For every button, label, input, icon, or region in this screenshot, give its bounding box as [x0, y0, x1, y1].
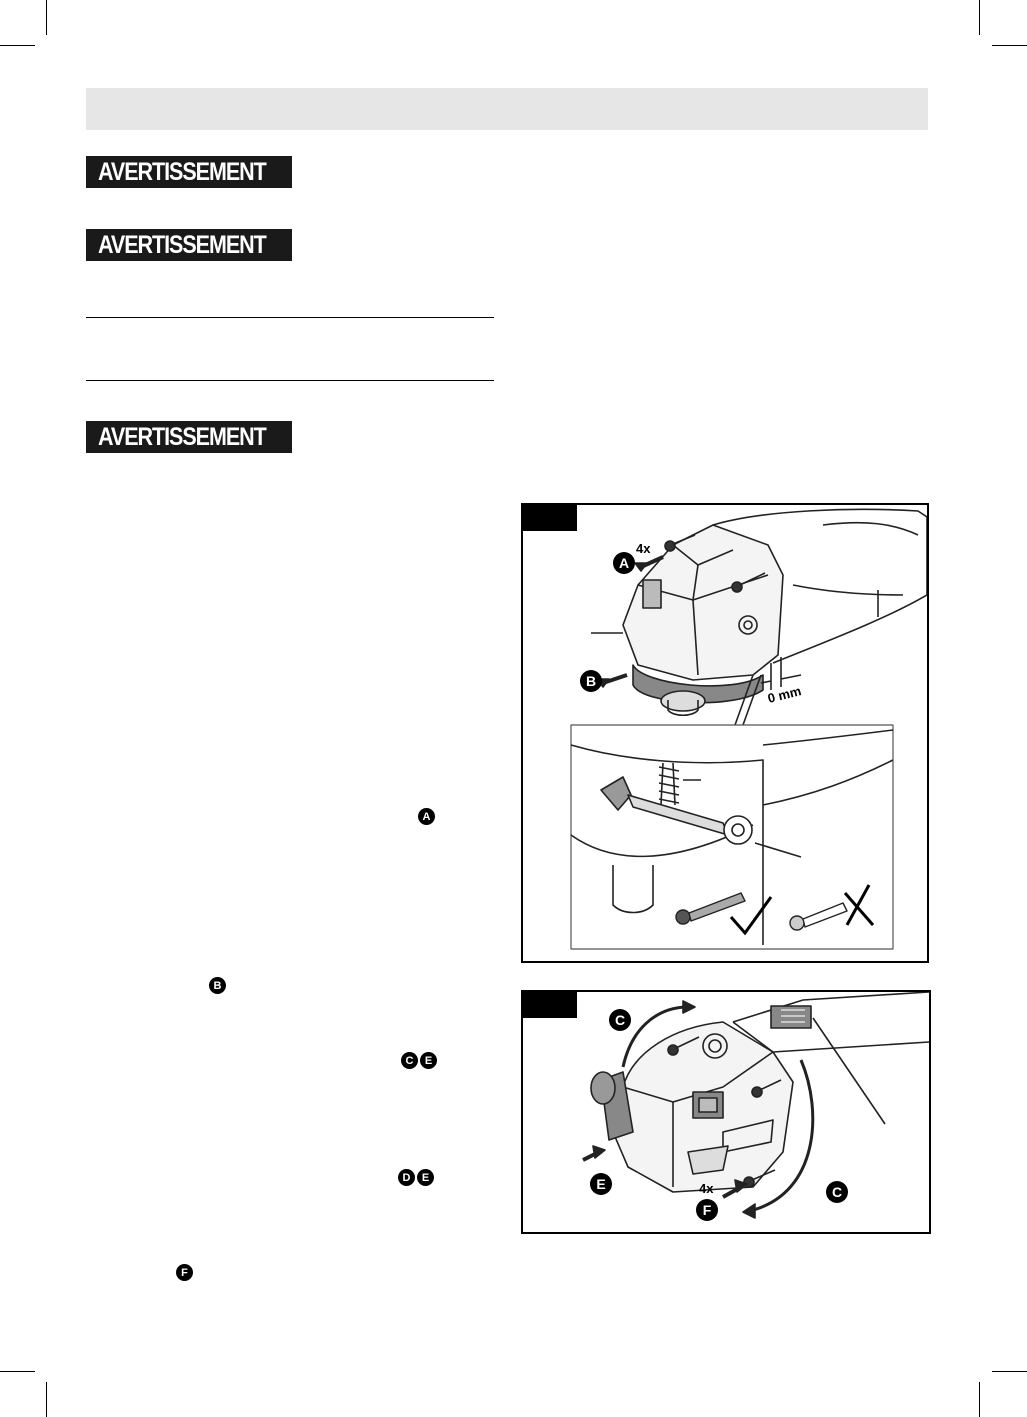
divider	[86, 380, 494, 381]
crop-mark	[0, 1371, 35, 1372]
crop-mark	[992, 45, 1027, 46]
warning-label	[86, 156, 292, 188]
step-marker-b: B	[209, 977, 226, 994]
step-marker-c: C	[401, 1052, 418, 1069]
step-marker-e: E	[420, 1052, 437, 1069]
step-marker-e: E	[417, 1169, 434, 1186]
figure-2-count: 4x	[699, 1181, 714, 1196]
figure-1-callout-b: B	[585, 673, 597, 689]
figure-2-callout-c: C	[614, 1012, 626, 1028]
crop-mark	[979, 0, 980, 35]
figure-1-callout-a: A	[618, 555, 630, 571]
crop-mark	[979, 1382, 980, 1417]
grinder-illustration	[523, 992, 929, 1232]
figure-1	[521, 503, 929, 963]
figure-2	[521, 990, 931, 1234]
step-marker-a: A	[418, 808, 435, 825]
warning-label-text: AVERTISSEMENT	[98, 230, 266, 259]
warning-label	[86, 421, 292, 453]
crop-mark	[46, 1382, 47, 1417]
warning-label	[86, 229, 292, 261]
grinder-illustration	[523, 505, 927, 961]
warning-label-text: AVERTISSEMENT	[98, 422, 266, 451]
figure-1-count: 4x	[636, 541, 651, 556]
figure-2-callout-c: C	[831, 1184, 843, 1200]
step-marker-d: D	[398, 1169, 415, 1186]
figure-1-gap-label: 0 mm	[766, 683, 803, 706]
crop-mark	[46, 0, 47, 35]
section-header-band	[86, 88, 928, 130]
warning-label-text: AVERTISSEMENT	[98, 157, 266, 186]
crop-mark	[0, 45, 35, 46]
divider	[86, 317, 494, 318]
crop-mark	[992, 1371, 1027, 1372]
figure-2-callout-f: F	[702, 1202, 712, 1218]
figure-2-callout-e: E	[596, 1176, 606, 1192]
step-marker-f: F	[176, 1264, 193, 1281]
